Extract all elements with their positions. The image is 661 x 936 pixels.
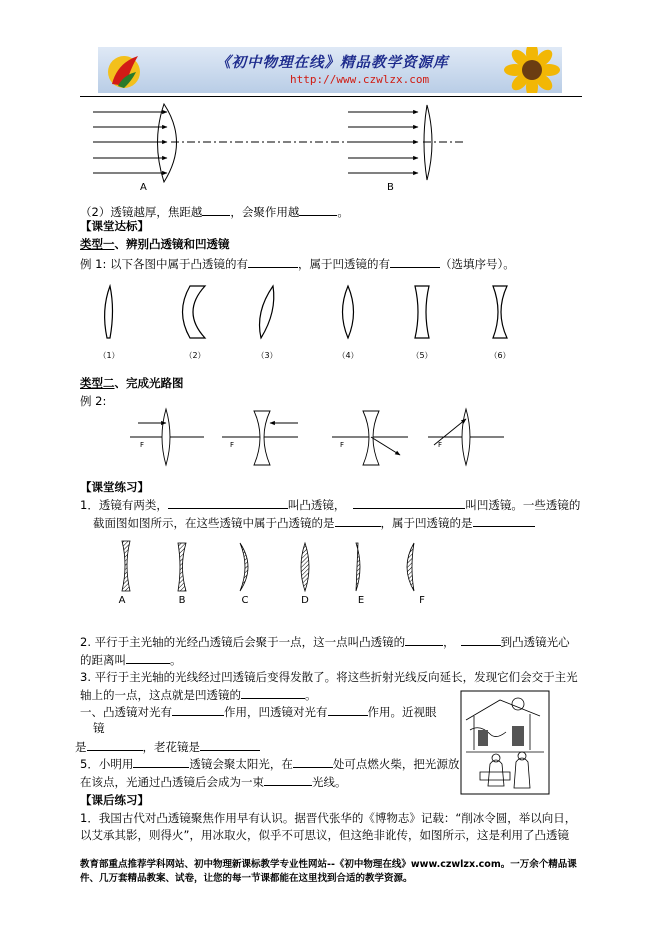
section-label-f: F — [419, 595, 425, 606]
answer-blank[interactable] — [172, 703, 224, 716]
lens-label-3: （3） — [256, 351, 278, 360]
focus-label: F — [140, 441, 145, 449]
answer-blank[interactable] — [293, 755, 333, 768]
answer-blank[interactable] — [353, 496, 465, 509]
answer-blank[interactable] — [461, 633, 501, 646]
footer-line1: 教育部重点推荐学科网站、初中物理新课标教学专业性网站--《初中物理在线》www.czwlzx.com。一万余个精品课 — [80, 859, 577, 870]
practice-q5-line2: 在该点，光通过凸透镜后会成为一束 光线。 — [80, 775, 347, 789]
section-label-d: D — [301, 595, 309, 606]
type1-heading: 类型一、辨别凸透镜和凹透镜 — [80, 237, 230, 251]
section-label-a: A — [118, 595, 126, 606]
banner-title: 《初中物理在线》精品教学资源库 — [216, 55, 449, 71]
section-label-e: E — [357, 595, 365, 606]
after-class-q1-line1: 1．我国古代对凸透镜聚焦作用早有认识。据晋代张华的《博物志》记载：“削冰令圆，举以向日， — [80, 811, 577, 825]
practice-q4-line1: 一、凸透镜对光有 作用，凹透镜对光有 作用。近视眼 — [80, 705, 437, 719]
lens-label-6: （6） — [489, 351, 511, 360]
practice-q4-line1b: 镜 — [93, 721, 105, 735]
example1: 例 1: 以下各图中属于凸透镜的有 ，属于凹透镜的有 （选填序号）。 — [80, 257, 515, 271]
focus-label: F — [230, 441, 235, 449]
lens-sections-figure — [100, 535, 445, 610]
after-class-q1-line2: 以艾承其影，则得火”，用冰取火，似乎不可思议，但这绝非讹传，如图所示，这是利用了凸透镜 — [80, 828, 569, 842]
lens-label-2: （2） — [184, 351, 206, 360]
lens-label-4: （4） — [337, 351, 359, 360]
lens-label-1: （1） — [98, 351, 120, 360]
answer-blank[interactable] — [405, 633, 443, 646]
type2-heading: 类型二、完成光路图 — [80, 376, 184, 390]
answer-blank[interactable] — [264, 773, 312, 786]
section-heading-class-test: 【课堂达标】 — [80, 219, 149, 233]
answer-blank[interactable] — [202, 203, 230, 216]
practice-q1-line2: 截面图如图所示，在这些透镜中属于凸透镜的是 ，属于凹透镜的是 — [93, 514, 535, 531]
label-b: B — [387, 182, 394, 192]
answer-blank[interactable] — [299, 203, 337, 216]
practice-q3-line2: 轴上的一点，这点就是凹透镜的 。 — [80, 688, 317, 702]
header-banner — [98, 47, 562, 93]
focus-label: F — [438, 441, 443, 449]
practice-q2-line1: 2. 平行于主光轴的光经凸透镜后会聚于一点，这一点叫凸透镜的 ， 到凸透镜光心 — [80, 635, 570, 649]
site-logo — [104, 50, 148, 90]
section-label-c: C — [241, 595, 249, 606]
lens-figure-top — [85, 100, 465, 192]
practice-q2-line2: 的距离叫 。 — [80, 653, 182, 667]
lens-label-5: （5） — [411, 351, 433, 360]
banner-url: http://www.czwlzx.com — [290, 73, 430, 86]
answer-blank[interactable] — [168, 496, 288, 509]
answer-blank[interactable] — [241, 686, 305, 699]
practice-q3-line1: 3. 平行于主光轴的光线经过凹透镜后变得发散了。将这些折射光线反向延长，发现它们会交于主光 — [80, 670, 578, 684]
answer-blank[interactable] — [126, 651, 170, 664]
answer-blank[interactable] — [200, 738, 260, 751]
practice-q5-line1: 5．小明用 透镜会聚太阳光，在 处可点燃火柴，把光源放 — [80, 757, 460, 771]
question-thickness: （2）透镜越厚，焦距越 ，会聚作用越 。 — [80, 205, 349, 219]
section-heading-practice: 【课堂练习】 — [80, 480, 149, 494]
answer-blank[interactable] — [87, 738, 143, 751]
example2-label: 例 2: — [80, 394, 107, 408]
answer-blank[interactable] — [133, 755, 189, 768]
focus-label: F — [340, 441, 345, 449]
practice-q1-line1: 1．透镜有两类， 叫凸透镜， 叫凹透镜。一些透镜的 — [80, 498, 581, 512]
answer-blank[interactable] — [390, 255, 440, 268]
answer-blank[interactable] — [248, 255, 298, 268]
practice-q4-line2: 是 ，老花镜是 — [75, 738, 260, 755]
lens-shapes-figure — [95, 280, 535, 362]
answer-blank[interactable] — [328, 703, 368, 716]
ray-diagrams — [120, 405, 520, 471]
sunflower-image — [498, 47, 562, 93]
answer-blank[interactable] — [473, 514, 535, 527]
section-label-b: B — [178, 595, 186, 606]
label-a: A — [140, 182, 147, 192]
header-rule — [80, 96, 582, 97]
answer-blank[interactable] — [335, 514, 381, 527]
footer-line2: 件、几万套精品教案、试卷，让您的每一节课都能在这里找到合适的教学资源。 — [80, 873, 413, 884]
ancient-illustration — [460, 690, 550, 795]
section-heading-after-class: 【课后练习】 — [80, 793, 149, 807]
